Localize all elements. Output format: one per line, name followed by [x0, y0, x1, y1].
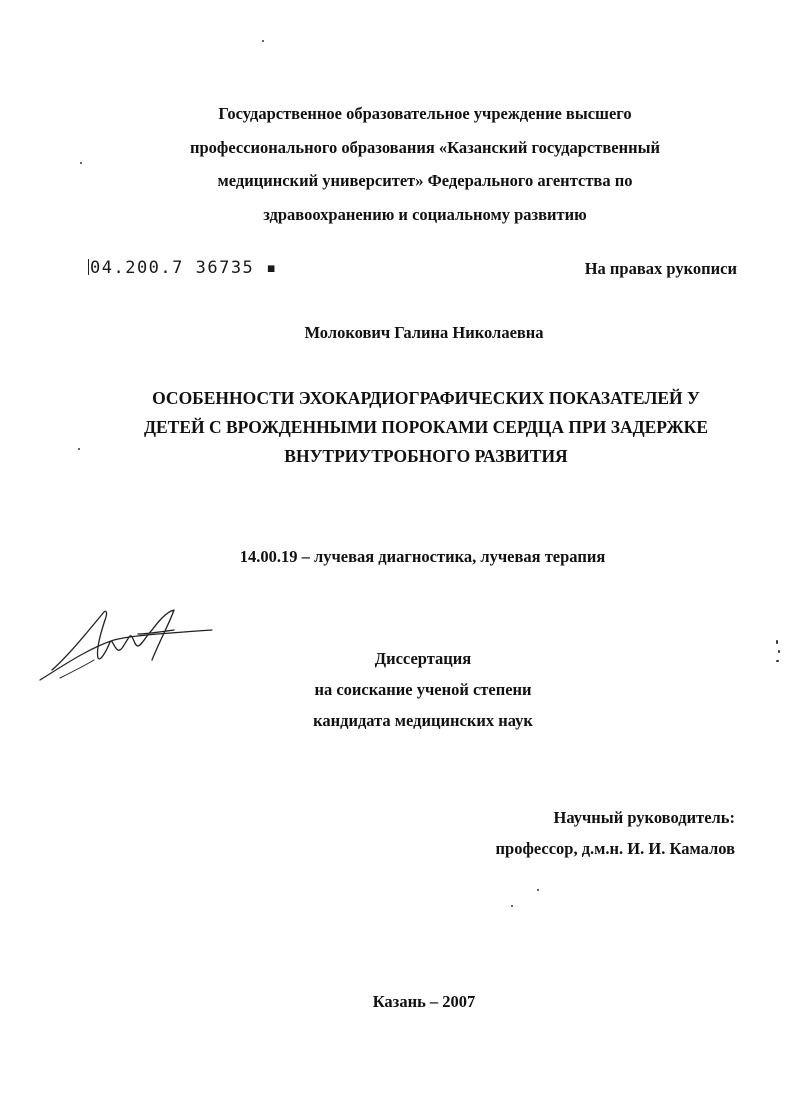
supervisor-label: Научный руководитель: — [553, 808, 735, 827]
institution-line-3: медицинский университет» Федерального агентства по — [217, 171, 633, 190]
stamp-bar-mark — [88, 259, 89, 275]
stamp-dash-mark: ▪ — [254, 258, 278, 278]
supervisor-name: профессор, д.м.н. И. И. Камалов — [495, 839, 735, 858]
scan-speck — [776, 640, 778, 644]
degree-line-3: кандидата медицинских наук — [313, 711, 533, 730]
title-line-2: ДЕТЕЙ С ВРОЖДЕННЫМИ ПОРОКАМИ СЕРДЦА ПРИ ЗАДЕРЖКЕ — [143, 417, 709, 437]
degree-statement — [0, 643, 793, 736]
author-name: Молокович Галина Николаевна — [304, 323, 544, 342]
registration-stamp — [88, 258, 278, 278]
institution-header — [100, 97, 750, 231]
degree-line-2: на соискание ученой степени — [314, 680, 532, 699]
institution-line-2: профессионального образования «Казанский государственный — [190, 137, 660, 157]
manuscript-rights-label: На правах рукописи — [584, 259, 737, 278]
place-and-year: Казань – 2007 — [372, 992, 476, 1011]
scan-speck — [778, 650, 780, 653]
title-line-1: ОСОБЕННОСТИ ЭХОКАРДИОГРАФИЧЕСКИХ ПОКАЗАТЕЛЕЙ У — [152, 388, 700, 408]
degree-line-1: Диссертация — [374, 649, 472, 668]
supervisor-block — [496, 802, 735, 864]
scan-speck — [78, 448, 80, 450]
scan-speck — [511, 905, 513, 907]
title-line-3: ВНУТРИУТРОБНОГО РАЗВИТИЯ — [284, 446, 568, 466]
dissertation-title — [96, 384, 756, 471]
institution-line-1: Государственное образовательное учреждение высшего — [218, 104, 632, 123]
institution-line-4: здравоохранению и социальному развитию — [263, 204, 587, 224]
specialty-code: 14.00.19 – лучевая диагностика, лучевая терапия — [239, 547, 606, 566]
scan-speck — [776, 660, 779, 662]
scan-speck — [262, 40, 264, 42]
stamp-number: 04.200.7 36735 — [90, 258, 255, 278]
scan-speck — [537, 889, 539, 891]
scan-speck — [80, 162, 82, 164]
